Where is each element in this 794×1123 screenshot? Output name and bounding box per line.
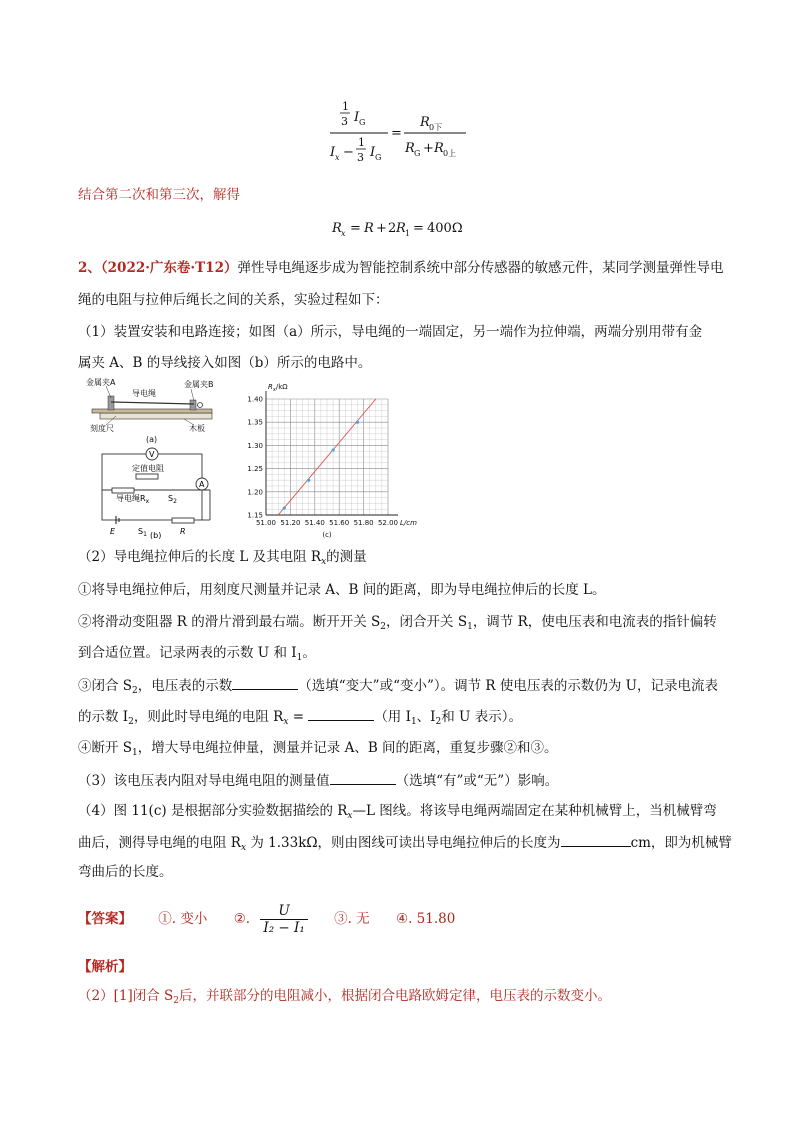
step-2-line-2: 到合适位置。记录两表的示数 U 和 $I_1$。 — [78, 645, 316, 663]
svg-text:R: R — [332, 221, 342, 236]
part-1-line-1: （1）装置安装和电路连接；如图（a）所示，导电绳的一端固定，另一端作为拉伸端，两端分别用带有金 — [78, 324, 703, 340]
y-tick-label: 1.20 — [247, 488, 263, 497]
analysis-label: 【解析】 — [78, 959, 132, 975]
part-2-heading: （2）导电绳拉伸后的长度 L 及其电阻 $R_x$的测量 — [78, 549, 367, 567]
svg-text:R: R — [420, 115, 430, 130]
formula-1 — [328, 98, 473, 174]
caption-a: (a) — [146, 435, 158, 444]
data-point — [307, 479, 310, 482]
y-tick-label: 1.30 — [247, 441, 263, 450]
svg-text:x: x — [335, 153, 340, 162]
svg-text:0上: 0上 — [443, 149, 457, 158]
answer-blank-2[interactable] — [308, 706, 374, 721]
step-4: ④断开 $S_1$，增大导电绳拉伸量，测量并记录 A、B 间的距离，重复步骤②和③。 — [78, 740, 558, 758]
figure-c-chart — [240, 379, 430, 548]
data-point — [283, 506, 286, 509]
svg-text:+: + — [423, 141, 434, 156]
figure-b — [92, 444, 222, 543]
svg-text:G: G — [414, 149, 421, 158]
rheostat-label: R — [180, 527, 186, 536]
y-tick-label: 1.25 — [247, 465, 263, 474]
svg-text:=: = — [391, 126, 402, 141]
svg-text:I: I — [370, 145, 376, 160]
formula-2 — [330, 216, 470, 244]
analysis-line-1: （2）[1]闭合 $S_2$后，并联部分的电阻减小，根据闭合电路欧姆定律，电压表的示数变小。 — [78, 988, 611, 1006]
part-4-line-2: 曲后，测得导电绳的电阻 $R_x$ 为 1.33kΩ，则由图线可读出导电绳拉伸后的长度为 cm，即为机械臂 — [78, 832, 732, 858]
battery-label: E — [110, 527, 116, 536]
answer-4: ④. 51.80 — [395, 911, 456, 927]
switch-s2-label: S — [168, 494, 174, 503]
x-tick-label: 51.60 — [329, 519, 350, 527]
rope-resistor — [112, 488, 134, 493]
svg-text:0下: 0下 — [429, 123, 443, 132]
svg-text:导电绳Rx: 导电绳$R_x$ — [116, 494, 150, 505]
svg-text:1: 1 — [405, 229, 411, 238]
svg-text:x: x — [341, 229, 346, 238]
rheostat — [172, 518, 194, 523]
svg-text:G: G — [375, 153, 382, 162]
svg-text:I: I — [354, 110, 360, 125]
answer-3: ③. 无 — [334, 911, 370, 927]
part-1-line-2: 属夹 A、B 的导线接入如图（b）所示的电路中。 — [78, 355, 372, 371]
step-1: ①将导电绳拉伸后，用刻度尺测量并记录 A、B 间的距离，即为导电绳拉伸后的长度 L。 — [78, 582, 606, 598]
label-clip-a: 金属夹A — [86, 378, 116, 387]
label-clip-b: 金属夹B — [184, 380, 214, 389]
question-stem: 弹性导电绳逐步成为智能控制系统中部分传感器的敏感元件，某同学测量弹性导电 — [237, 260, 724, 276]
part-4-line-1: （4）图 11(c) 是根据部分实验数据描绘的 $R_x—L$ 图线。将该导电绳两端固定在某种机械臂上，当机械臂弯 — [78, 803, 717, 821]
step-2-line-1: ②将滑动变阻器 R 的滑片滑到最右端。断开开关 $S_2$，闭合开关 $S_1$，调节 R，使电压表和电流表的指针偏转 — [78, 614, 717, 632]
svg-text:S1: $S_1$ — [138, 527, 147, 538]
svg-text:+: + — [376, 221, 387, 236]
solution-text-line: 结合第二次和第三次，解得 — [78, 187, 240, 203]
formula-1-svg — [328, 98, 473, 170]
question-2-line-2: 绳的电阻与拉伸后绳长之间的关系，实验过程如下： — [78, 292, 389, 308]
x-tick-label: 51.00 — [255, 519, 277, 527]
question-2-line-1 — [78, 258, 723, 278]
x-tick-label: 51.80 — [353, 519, 374, 527]
ammeter-label: A — [199, 480, 205, 489]
svg-text:I: I — [330, 145, 336, 160]
svg-text:R: R — [405, 141, 415, 156]
step-3-line-1: ③闭合 $S_2$，电压表的示数 （选填“变大”或“变小”）。调节 R 使电压表的示数仍为 U，记录电流表 — [78, 675, 718, 701]
label-ruler: 刻度尺 — [90, 424, 114, 433]
answer-2-prefix: ②. — [233, 911, 251, 927]
svg-text:1: 1 — [342, 100, 349, 113]
svg-text:2: 2 — [388, 221, 397, 236]
y-axis-label: $R_x/k\Omega$ — [268, 383, 288, 393]
svg-text:−: − — [343, 145, 354, 160]
x-tick-label: 52.00 — [377, 519, 399, 527]
svg-text:R: R — [396, 221, 406, 236]
figure-a — [86, 376, 226, 450]
step-3-line-2: 的示数 $I_2$，则此时导电绳的电阻 $R_x$ = （用 $I_1$、$I_2$和 U 表示）。 — [78, 706, 522, 732]
answer-line — [78, 903, 455, 936]
label-rope: 导电绳 — [132, 389, 156, 398]
fixed-resistor-label: 定值电阻 — [132, 464, 164, 473]
answer-2-fraction: $\frac{U}{\text{I₂ − I₁}}$ — [260, 903, 307, 936]
fixed-resistor — [136, 474, 158, 479]
answer-blank-4[interactable] — [561, 832, 631, 847]
x-tick-label: 51.20 — [280, 519, 301, 527]
answer-label: 【答案】 — [78, 911, 132, 927]
caption-c: (c) — [322, 531, 332, 539]
voltmeter-label: V — [149, 450, 155, 459]
switch-s1-label: S — [138, 527, 144, 536]
caption-b: (b) — [150, 531, 162, 539]
answer-1: ①. 变小 — [158, 911, 208, 927]
question-source: （2022·广东卷·T12） — [100, 260, 238, 276]
question-number: 2、 — [78, 260, 101, 276]
data-point — [356, 421, 359, 424]
answer-blank-3[interactable] — [330, 770, 396, 785]
svg-text:R: R — [434, 141, 444, 156]
y-tick-label: 1.35 — [247, 418, 263, 427]
svg-text:=: = — [413, 221, 424, 236]
svg-text:=: = — [350, 221, 361, 236]
svg-text:3: 3 — [357, 151, 364, 164]
svg-text:3: 3 — [341, 115, 348, 128]
svg-text:G: G — [359, 118, 366, 127]
part-4-line-3: 弯曲后的长度。 — [78, 864, 173, 880]
part-3: （3）该电压表内阻对导电绳电阻的测量值 （选填“有”或“无”）影响。 — [78, 770, 558, 791]
chart-svg — [240, 379, 430, 544]
svg-text:S2: $S_2$ — [168, 494, 177, 505]
answer-blank-1[interactable] — [232, 675, 298, 690]
x-axis-label: L/cm — [400, 519, 417, 527]
x-tick-label: 51.40 — [304, 519, 325, 527]
svg-text:1: 1 — [358, 136, 365, 149]
label-board: 木板 — [189, 424, 205, 433]
y-tick-label: 1.15 — [247, 511, 263, 520]
rope-resistor-label: 导电绳R — [116, 494, 146, 503]
svg-text:400Ω: 400Ω — [427, 221, 463, 236]
svg-text:R: R — [364, 221, 374, 236]
data-point — [332, 448, 335, 451]
y-tick-label: 1.40 — [247, 395, 263, 404]
